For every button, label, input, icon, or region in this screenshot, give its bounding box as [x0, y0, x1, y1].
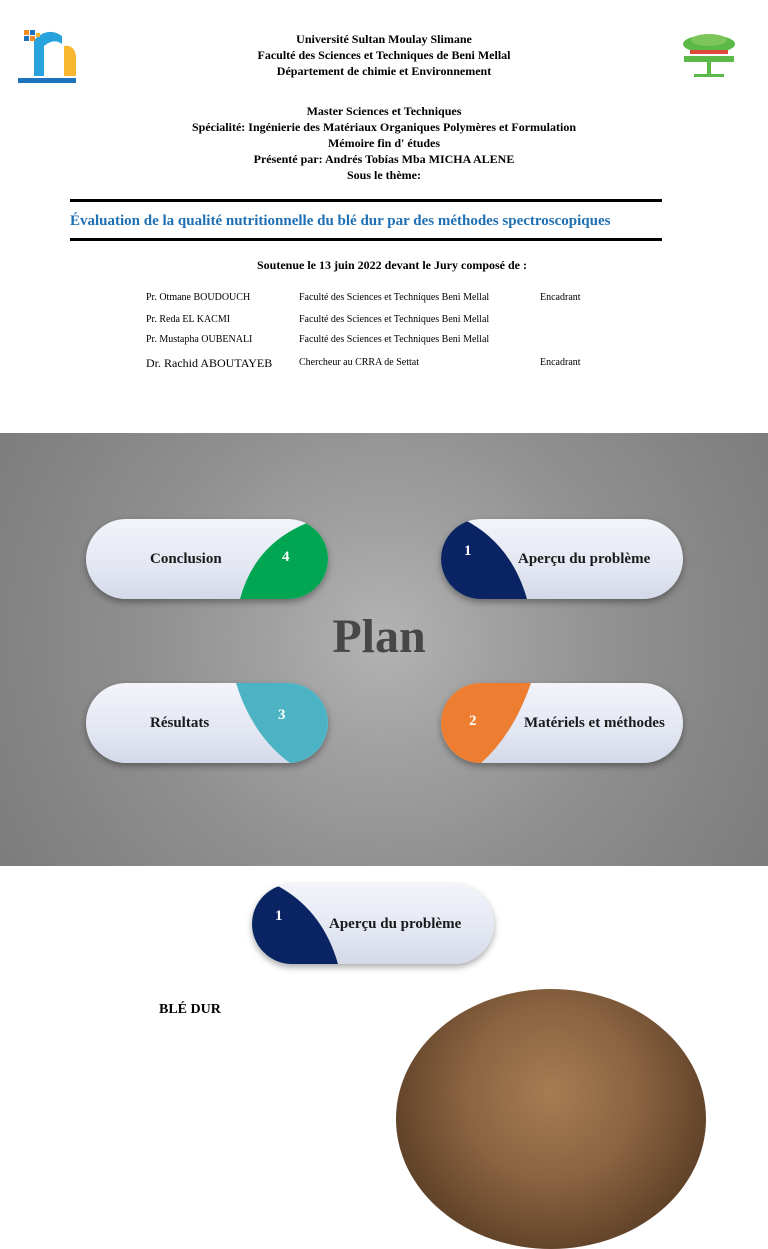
jury-role: Encadrant [540, 292, 581, 303]
plan-slide [0, 433, 768, 866]
department-name: Département de chimie et Environnement [276, 64, 492, 78]
faculty-name: Faculté des Sciences et Techniques de Beni Mellal [257, 48, 511, 62]
plan-item-label: Conclusion [150, 551, 222, 567]
jury-affiliation: Chercheur au CRRA de Settat [299, 357, 419, 368]
plan-item-number: 4 [282, 549, 290, 565]
plan-item-number: 2 [469, 713, 477, 729]
defense-date: Soutenue le 13 juin 2022 devant le Jury composé de : [257, 258, 527, 272]
jury-name: Pr. Otmane BOUDOUCH [146, 292, 251, 303]
theme-label: Sous le thème: [347, 168, 421, 182]
plan-item-apercu[interactable] [441, 519, 683, 599]
jury-name: Pr. Reda EL KACMI [146, 314, 231, 325]
plan-title: Plan [332, 610, 426, 663]
section-heading: BLÉ DUR [159, 1002, 221, 1017]
jury-role: Encadrant [540, 357, 581, 368]
section-label: Aperçu du problème [329, 916, 462, 932]
section-number: 1 [275, 908, 283, 924]
jury-name: Dr. Rachid ABOUTAYEB [146, 356, 273, 370]
wheat-sack-image [396, 989, 706, 1249]
plan-item-number: 3 [278, 707, 286, 723]
thesis-type: Mémoire fin d' études [327, 136, 441, 150]
presenter: Présenté par: Andrés Tobías Mba MICHA ALENE [253, 152, 515, 166]
program-info [0, 103, 768, 183]
institution-header [0, 31, 768, 79]
plan-item-label: Aperçu du problème [518, 551, 651, 567]
plan-item-label: Matériels et méthodes [524, 715, 665, 731]
plan-item-label: Résultats [150, 715, 210, 731]
plan-item-materiels[interactable] [441, 683, 683, 763]
divider-bottom [70, 238, 662, 241]
jury-affiliation: Faculté des Sciences et Techniques Beni Mellal [299, 292, 490, 303]
section-pill-apercu[interactable] [252, 884, 494, 964]
section-slide [0, 867, 768, 1024]
master-program: Master Sciences et Techniques [306, 104, 462, 118]
university-name: Université Sultan Moulay Slimane [296, 32, 472, 46]
jury-affiliation: Faculté des Sciences et Techniques Beni Mellal [299, 314, 490, 325]
thesis-title: Évaluation de la qualité nutritionnelle du blé dur par des méthodes spectroscopiques [70, 213, 611, 229]
speciality: Spécialité: Ingénierie des Matériaux Organiques Polymères et Formulation [191, 120, 577, 134]
divider-top [70, 199, 662, 202]
plan-item-number: 1 [464, 543, 472, 559]
jury-name: Pr. Mustapha OUBENALI [146, 334, 253, 345]
jury-affiliation: Faculté des Sciences et Techniques Beni Mellal [299, 334, 490, 345]
plan-item-conclusion[interactable] [86, 519, 328, 599]
plan-item-resultats[interactable] [86, 683, 328, 763]
title-slide [0, 0, 768, 432]
